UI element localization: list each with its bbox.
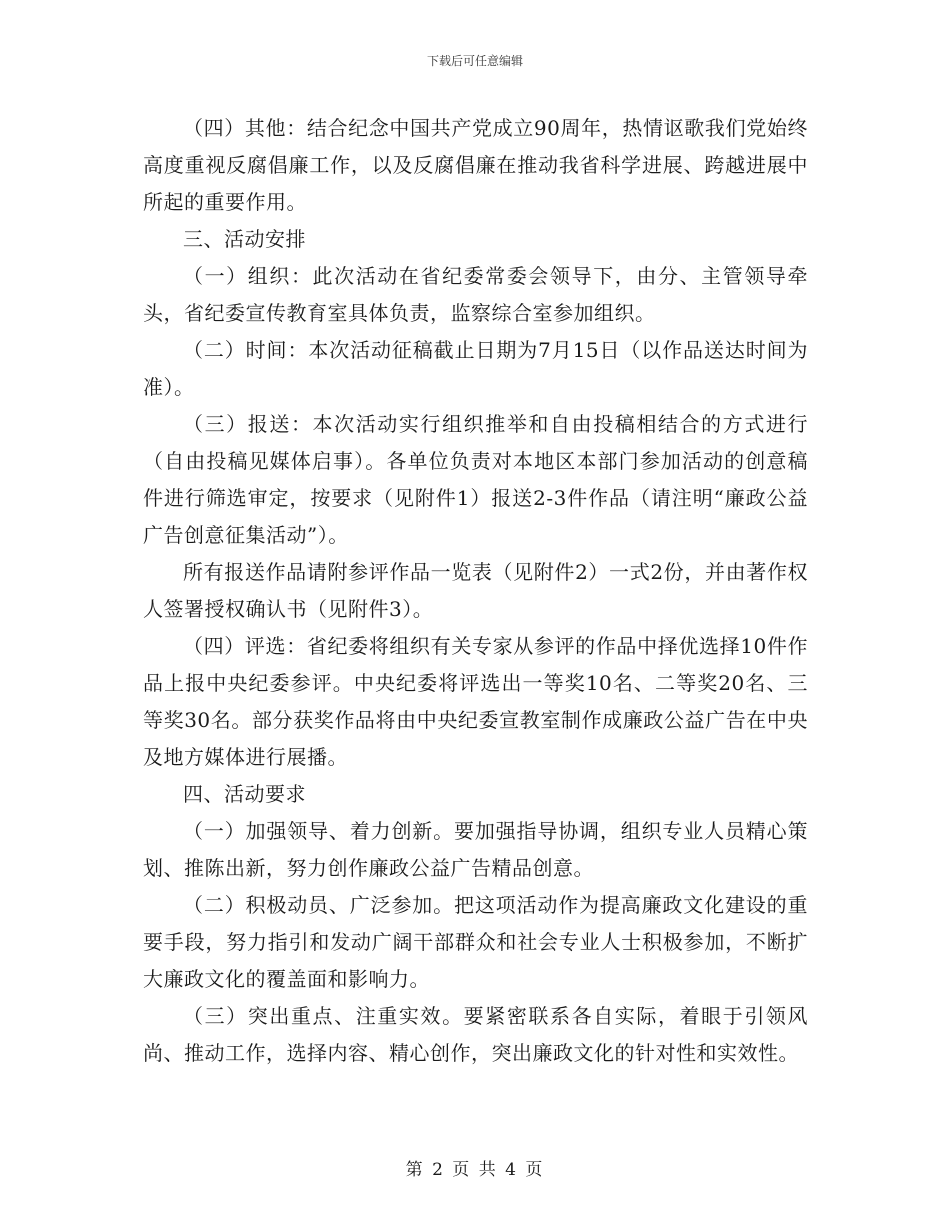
paragraph-participation: （二）积极动员、广泛参加。把这项活动作为提高廉政文化建设的重要手段，努力指引和发动广阔干部群众和社会专业人士积极参加，不断扩大廉政文化的覆盖面和影响力。	[143, 893, 808, 991]
paragraph-attachments: 所有报送作品请附参评作品一览表（见附件2）一式2份，并由著作权人签署授权确认书（见附件3）。	[143, 560, 808, 621]
section-heading-arrangement: 三、活动安排	[183, 227, 306, 251]
paragraph-leadership: （一）加强领导、着力创新。要加强指导协调，组织专业人员精心策划、推陈出新，努力创作廉政公益广告精品创意。	[143, 819, 808, 880]
paragraph-organization: （一）组织：此次活动在省纪委常委会领导下，由分、主管领导牵头，省纪委宣传教育室具体负责，监察综合室参加组织。	[143, 264, 808, 325]
page-header: 下载后可任意编辑	[426, 54, 523, 68]
page-number: 第 2 页 共 4 页	[405, 1160, 545, 1180]
paragraph-effectiveness: （三）突出重点、注重实效。要紧密联系各自实际，着眼于引领风尚、推动工作，选择内容、精心创作，突出廉政文化的针对性和实效性。	[143, 1004, 808, 1065]
paragraph-selection: （四）评选：省纪委将组织有关专家从参评的作品中择优选择10件作品上报中央纪委参评。中央纪委将评选出一等奖10名、二等奖20名、三等奖30名。部分获奖作品将由中央纪委宣教室制作成廉政公益广告在中央及地方媒体进行展播。	[143, 634, 808, 769]
paragraph-other: （四）其他：结合纪念中国共产党成立90周年，热情讴歌我们党始终高度重视反腐倡廉工作，以及反腐倡廉在推动我省科学进展、跨越进展中所起的重要作用。	[143, 116, 808, 214]
paragraph-submission: （三）报送：本次活动实行组织推举和自由投稿相结合的方式进行（自由投稿见媒体启事）。各单位负责对本地区本部门参加活动的创意稿件进行筛选审定，按要求（见附件1）报送2-3件作品（请注明“廉政公益广告创意征集活动”）。	[143, 412, 808, 547]
paragraph-time: （二）时间：本次活动征稿截止日期为7月15日（以作品送达时间为准）。	[143, 338, 808, 399]
section-heading-requirements: 四、活动要求	[183, 782, 306, 806]
document-body	[143, 110, 808, 1072]
